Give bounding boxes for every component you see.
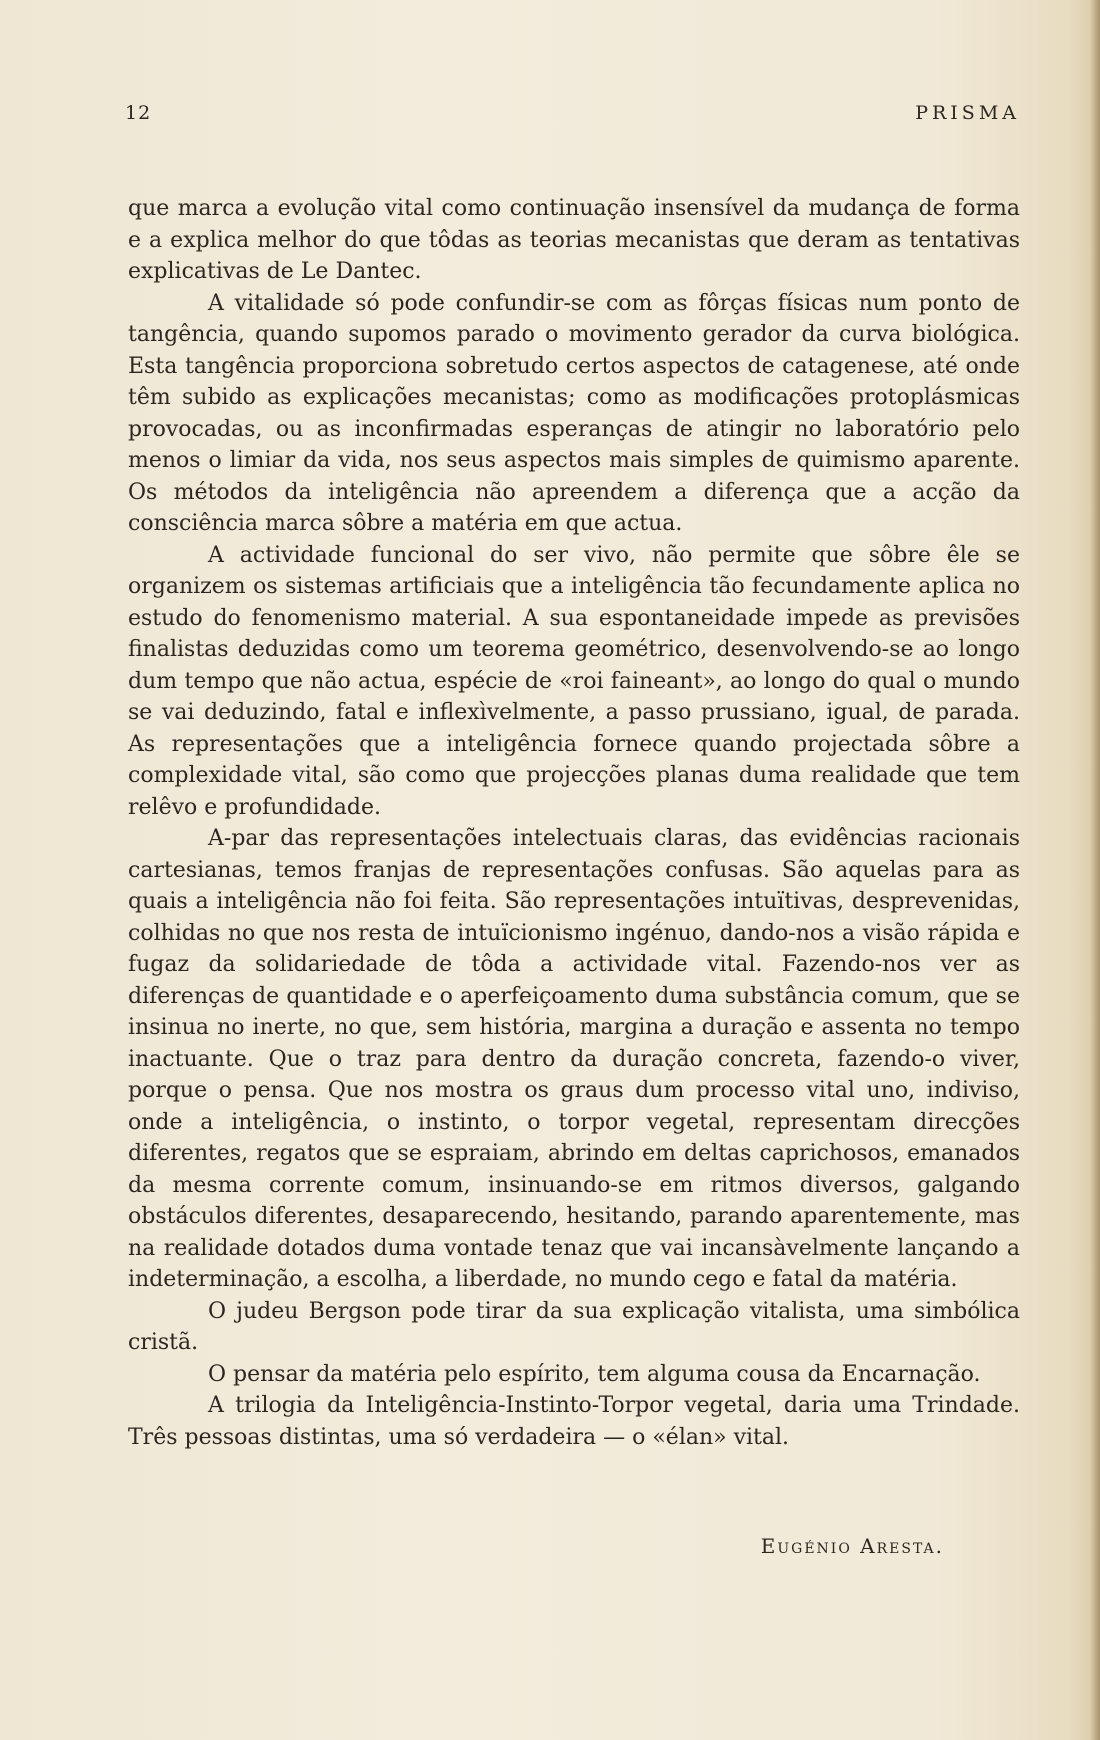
- paragraph: O pensar da matéria pelo espírito, tem alguma cousa da Encarnação.: [208, 1361, 981, 1387]
- paragraph: A trilogia da Inteligência-Instinto-Torpor vegetal, daria uma Trindade. Três pessoas distintas, uma só verdadeira — o «élan» vital.: [128, 1393, 1020, 1450]
- page-header: [125, 102, 1020, 132]
- paragraph: O judeu Bergson pode tirar da sua explicação vitalista, uma simbólica cristã.: [128, 1298, 1020, 1355]
- running-title: PRISMA: [915, 102, 1020, 124]
- page-edge-shadow: [1090, 0, 1100, 1740]
- paragraph: A vitalidade só pode confundir-se com as fôrças físicas num ponto de tangência, quando supomos parado o movimento gerador da curva biológica. Esta tangência proporciona sobretudo certos aspectos de catagenese, até onde têm subido as explicações mecanistas; como as modificações protoplásmicas provocadas, ou as inconfirmadas esperanças de atingir no laboratório pelo menos o limiar da vida, nos seus aspectos mais simples de quimismo aparente. Os métodos da inteligência não apreendem a diferença que a acção da consciência marca sôbre a matéria em que actua.: [128, 290, 1020, 536]
- paragraph: A actividade funcional do ser vivo, não permite que sôbre êle se organizem os sistemas artificiais que a inteligência tão fecundamente aplica no estudo do fenomenismo material. A sua espontaneidade impede as previsões finalistas deduzidas como um teorema geométrico, desenvolvendo-se ao longo dum tempo que não actua, espécie de «roi faineant», ao longo do qual o mundo se vai deduzindo, fatal e inflexìvelmente, a passo prussiano, igual, de parada. As representações que a inteligência fornece quando projectada sôbre a complexidade vital, são como que projecções planas duma realidade que tem relêvo e profundidade.: [128, 542, 1020, 820]
- paragraph: que marca a evolução vital como continuação insensível da mudança de forma e a explica melhor do que tôdas as teorias mecanistas que deram as tentativas explicativas de Le Dantec.: [128, 196, 1020, 284]
- article-body: [128, 193, 1020, 1453]
- author-signature: Eugénio Aresta.: [760, 1534, 944, 1558]
- page-number: 12: [125, 102, 152, 124]
- paragraph: A-par das representações intelectuais claras, das evidências racionais cartesianas, temos franjas de representações confusas. São aquelas para as quais a inteligência não foi feita. São representações intuïtivas, desprevenidas, colhidas no que nos resta de intuïcionismo ingénuo, dando-nos a visão rápida e fugaz da solidariedade de tôda a actividade vital. Fazendo-nos ver as diferenças de quantidade e o aperfeiçoamento duma substância comum, que se insinua no inerte, no que, sem história, margina a duração e assenta no tempo inactuante. Que o traz para dentro da duração concreta, fazendo-o viver, porque o pensa. Que nos mostra os graus dum processo vital uno, indiviso, onde a inteligência, o instinto, o torpor vegetal, representam direcções diferentes, regatos que se espraiam, abrindo em deltas caprichosos, emanados da mesma corrente comum, insinuando-se em ritmos diversos, galgando obstáculos diferentes, desaparecendo, hesitando, parando aparentemente, mas na realidade dotados duma vontade tenaz que vai incansàvelmente lançando a indeterminação, a escolha, a liberdade, no mundo cego e fatal da matéria.: [128, 826, 1020, 1292]
